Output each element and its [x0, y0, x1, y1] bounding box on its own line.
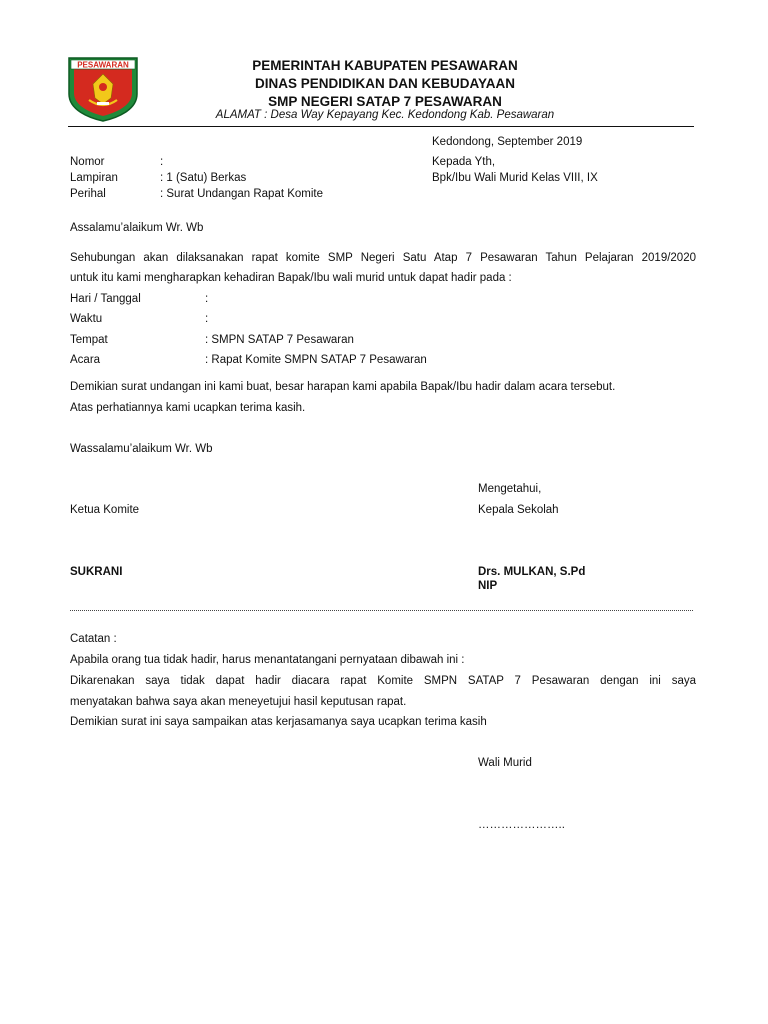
- closing-line-2: Atas perhatiannya kami ucapkan terima kasih.: [70, 402, 306, 414]
- signature-left-name: SUKRANI: [70, 566, 123, 578]
- field-value-perihal: : Surat Undangan Rapat Komite: [160, 188, 324, 200]
- closing-greeting: Wassalamu’alaikum Wr. Wb: [70, 443, 213, 455]
- field-label-lampiran: Lampiran: [70, 172, 118, 184]
- signature-right-nip: NIP: [478, 580, 498, 592]
- event-value-agenda: : Rapat Komite SMPN SATAP 7 Pesawaran: [205, 354, 427, 366]
- letterhead-line-government: PEMERINTAH KABUPATEN PESAWARAN: [252, 58, 518, 73]
- signature-right-title: Kepala Sekolah: [478, 504, 559, 516]
- parent-signer-title: Wali Murid: [478, 757, 532, 769]
- field-label-perihal: Perihal: [70, 188, 106, 200]
- pesawaran-emblem-icon: [67, 56, 139, 122]
- event-value-time: :: [205, 313, 209, 325]
- letter-date: Kedondong, September 2019: [432, 136, 583, 148]
- event-value-place: : SMPN SATAP 7 Pesawaran: [205, 334, 354, 346]
- event-label-agenda: Acara: [70, 354, 101, 366]
- signature-right-name: Drs. MULKAN, S.Pd: [478, 566, 586, 578]
- letterhead-address: ALAMAT : Desa Way Kepayang Kec. Kedondong Kab. Pesawaran: [215, 109, 555, 121]
- event-label-time: Waktu: [70, 313, 103, 325]
- notes-line-4: Demikian surat ini saya sampaikan atas kerjasamanya saya ucapkan terima kasih: [70, 716, 487, 728]
- recipient-name: Bpk/Ibu Wali Murid Kelas VIII, IX: [432, 172, 598, 184]
- school-district-logo: [67, 56, 139, 122]
- parent-signature-blank: …………………..: [478, 819, 565, 831]
- field-value-nomor: :: [160, 156, 164, 168]
- event-label-day-date: Hari / Tanggal: [70, 293, 141, 305]
- field-label-nomor: Nomor: [70, 156, 105, 168]
- svg-text:PESAWARAN: PESAWARAN: [77, 60, 129, 70]
- notes-line-3: menyatakan bahwa saya akan meneyetujui hasil keputusan rapat.: [70, 696, 407, 708]
- letterhead-divider: [68, 126, 694, 127]
- event-label-place: Tempat: [70, 334, 108, 346]
- letterhead-line-school: SMP NEGERI SATAP 7 PESAWARAN: [268, 94, 502, 109]
- notes-line-2: Dikarenakan saya tidak dapat hadir diacara rapat Komite SMPN SATAP 7 Pesawaran dengan ini saya: [70, 675, 696, 687]
- field-value-lampiran: : 1 (Satu) Berkas: [160, 172, 247, 184]
- signature-left-title: Ketua Komite: [70, 504, 140, 516]
- recipient-salutation: Kepada Yth,: [432, 156, 496, 168]
- event-value-day-date: :: [205, 293, 209, 305]
- signature-right-pretitle: Mengetahui,: [478, 483, 542, 495]
- notes-heading: Catatan :: [70, 633, 117, 645]
- body-paragraph-line-2: untuk itu kami mengharapkan kehadiran Bapak/Ibu wali murid untuk dapat hadir pada :: [70, 272, 512, 284]
- letterhead-line-department: DINAS PENDIDIKAN DAN KEBUDAYAAN: [254, 76, 516, 91]
- dotted-separator: [70, 610, 693, 611]
- closing-line-1: Demikian surat undangan ini kami buat, besar harapan kami apabila Bapak/Ibu hadir dalam acara tersebut.: [70, 381, 616, 393]
- notes-line-1: Apabila orang tua tidak hadir, harus menantatangani pernyataan dibawah ini :: [70, 654, 465, 666]
- opening-greeting: Assalamu’alaikum Wr. Wb: [70, 222, 204, 234]
- body-paragraph-line-1: Sehubungan akan dilaksanakan rapat komite SMP Negeri Satu Atap 7 Pesawaran Tahun Pelajaran 2019/2020: [70, 252, 696, 264]
